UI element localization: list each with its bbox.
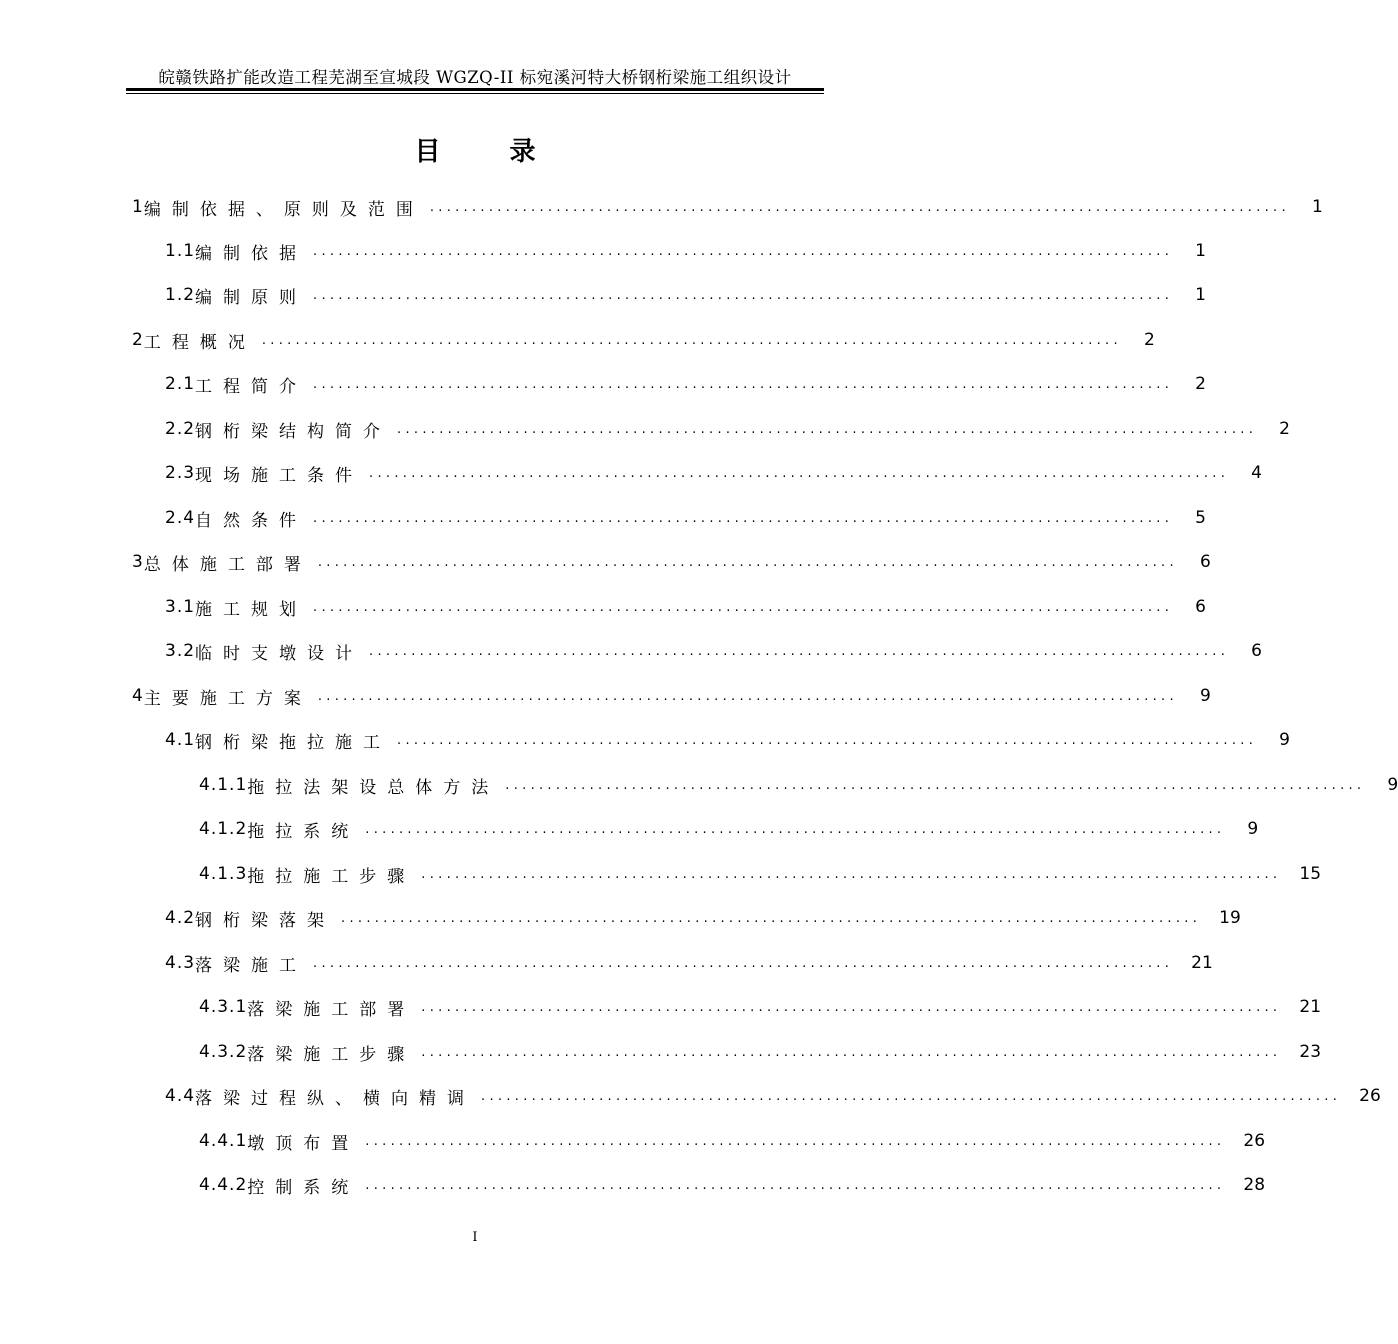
toc-entry-label: 钢桁梁结构简介 bbox=[195, 421, 392, 442]
toc-entry-page: 2 bbox=[1195, 374, 1206, 394]
toc-entry-page: 5 bbox=[1195, 508, 1206, 528]
toc-entry-number: 4.3.2 bbox=[199, 1042, 248, 1062]
toc-entry-label: 拖拉系统 bbox=[247, 821, 360, 842]
toc-entry-number: 4 bbox=[132, 686, 144, 706]
toc-entry-page: 21 bbox=[1299, 997, 1322, 1017]
toc-entry[interactable] bbox=[199, 771, 1398, 799]
toc-entry[interactable] bbox=[199, 1171, 1266, 1199]
toc-entry[interactable] bbox=[132, 682, 1211, 710]
toc-entry-label: 拖拉法架设总体方法 bbox=[247, 777, 500, 798]
toc-entry-number: 2.4 bbox=[165, 508, 196, 528]
toc-leader-dots: ...................................................................................................... bbox=[313, 376, 1174, 392]
toc-entry-number: 3.1 bbox=[165, 597, 196, 617]
toc-leader-dots: ...................................................................................................... bbox=[429, 199, 1290, 215]
toc-entry-page: 23 bbox=[1299, 1042, 1322, 1062]
toc-leader-dots: ...................................................................................................... bbox=[313, 243, 1174, 259]
toc-entry-page: 2 bbox=[1143, 330, 1155, 350]
toc-entry-page: 28 bbox=[1243, 1175, 1266, 1195]
toc-entry-label: 工程简介 bbox=[195, 376, 308, 397]
toc-entry[interactable] bbox=[165, 637, 1262, 665]
toc-entry-page: 19 bbox=[1219, 908, 1241, 928]
toc-entry[interactable] bbox=[165, 459, 1262, 487]
toc-entry-label: 控制系统 bbox=[247, 1177, 360, 1198]
toc-entry[interactable] bbox=[165, 504, 1206, 532]
toc-entry-number: 3 bbox=[132, 552, 144, 572]
toc-entry-page: 6 bbox=[1199, 552, 1211, 572]
toc-entry-label: 现场施工条件 bbox=[195, 465, 364, 486]
toc-leader-dots: ...................................................................................................... bbox=[421, 999, 1282, 1015]
toc-entry-number: 2.2 bbox=[165, 419, 196, 439]
toc-entry-page: 26 bbox=[1243, 1131, 1266, 1151]
toc-entry-label: 拖拉施工步骤 bbox=[247, 866, 416, 887]
toc-leader-dots: ...................................................................................................... bbox=[365, 1177, 1226, 1193]
toc-entry[interactable] bbox=[165, 593, 1206, 621]
toc-entry[interactable] bbox=[165, 904, 1241, 932]
toc-entry-number: 4.1 bbox=[165, 730, 196, 750]
toc-entry-number: 4.4.2 bbox=[199, 1175, 248, 1195]
toc-entry-label: 钢桁梁拖拉施工 bbox=[195, 732, 392, 753]
toc-entry[interactable] bbox=[165, 415, 1290, 443]
toc-entry-number: 4.4 bbox=[165, 1086, 196, 1106]
running-header: 皖赣铁路扩能改造工程芜湖至宣城段 WGZQ-II 标宛溪河特大桥钢桁梁施工组织设计 bbox=[158, 68, 792, 87]
toc-entry[interactable] bbox=[165, 949, 1213, 977]
toc-entry-number: 4.3.1 bbox=[199, 997, 248, 1017]
toc-leader-dots: ...................................................................................................... bbox=[341, 910, 1202, 926]
toc-leader-dots: ...................................................................................................... bbox=[421, 1044, 1282, 1060]
toc-entry-page: 15 bbox=[1299, 864, 1322, 884]
toc-entry-number: 2 bbox=[132, 330, 144, 350]
toc-leader-dots: ...................................................................................................... bbox=[481, 1088, 1342, 1104]
toc-leader-dots: ...................................................................................................... bbox=[369, 465, 1230, 481]
toc-entry[interactable] bbox=[165, 237, 1206, 265]
toc-entry-number: 2.1 bbox=[165, 374, 196, 394]
toc-entry[interactable] bbox=[132, 326, 1155, 354]
toc-leader-dots: ...................................................................................................... bbox=[313, 287, 1174, 303]
toc-leader-dots: ...................................................................................................... bbox=[397, 421, 1258, 437]
toc-entry-page: 2 bbox=[1279, 419, 1290, 439]
toc-entry-page: 6 bbox=[1195, 597, 1206, 617]
toc-entry-number: 4.3 bbox=[165, 953, 196, 973]
toc-entry-number: 3.2 bbox=[165, 641, 196, 661]
toc-entry-page: 4 bbox=[1251, 463, 1262, 483]
toc-entry-label: 编制原则 bbox=[195, 287, 308, 308]
toc-entry-label: 落梁施工部署 bbox=[247, 999, 416, 1020]
toc-entry-label: 墩顶布置 bbox=[247, 1133, 360, 1154]
toc-leader-dots: ...................................................................................................... bbox=[317, 554, 1178, 570]
toc-entry[interactable] bbox=[165, 370, 1206, 398]
toc-entry-label: 编制依据、原则及范围 bbox=[143, 199, 424, 220]
toc-entry-label: 自然条件 bbox=[195, 510, 308, 531]
toc-entry[interactable] bbox=[132, 548, 1211, 576]
toc-entry[interactable] bbox=[199, 860, 1322, 888]
toc-entry[interactable] bbox=[165, 726, 1290, 754]
page-number: I bbox=[472, 1230, 478, 1245]
toc-leader-dots: ...................................................................................................... bbox=[365, 821, 1226, 837]
toc-entry[interactable] bbox=[199, 1038, 1322, 1066]
toc-entry-page: 26 bbox=[1359, 1086, 1381, 1106]
toc-entry-label: 主要施工方案 bbox=[143, 688, 312, 709]
toc-leader-dots: ...................................................................................................... bbox=[313, 510, 1174, 526]
toc-entry-page: 1 bbox=[1311, 197, 1323, 217]
toc-entry[interactable] bbox=[132, 193, 1323, 221]
toc-entry-label: 施工规划 bbox=[195, 599, 308, 620]
toc-leader-dots: ...................................................................................................... bbox=[421, 866, 1282, 882]
toc-entry[interactable] bbox=[199, 1127, 1266, 1155]
toc-leader-dots: ...................................................................................................... bbox=[261, 332, 1122, 348]
toc-entry-number: 1 bbox=[132, 197, 144, 217]
toc-leader-dots: ...................................................................................................... bbox=[365, 1133, 1226, 1149]
toc-entry-page: 1 bbox=[1195, 241, 1206, 261]
toc-entry-number: 1.2 bbox=[165, 285, 196, 305]
toc-entry-label: 编制依据 bbox=[195, 243, 308, 264]
toc-leader-dots: ...................................................................................................... bbox=[313, 599, 1174, 615]
toc-entry-label: 临时支墩设计 bbox=[195, 643, 364, 664]
toc-entry[interactable] bbox=[199, 993, 1322, 1021]
toc-entry-label: 落梁过程纵、横向精调 bbox=[195, 1088, 476, 1109]
toc-leader-dots: ...................................................................................................... bbox=[505, 777, 1366, 793]
toc-leader-dots: ...................................................................................................... bbox=[313, 955, 1174, 971]
toc-entry-page: 21 bbox=[1191, 953, 1213, 973]
toc-entry-page: 1 bbox=[1195, 285, 1206, 305]
toc-entry-page: 9 bbox=[1387, 775, 1398, 795]
toc-leader-dots: ...................................................................................................... bbox=[317, 688, 1178, 704]
toc-entry[interactable] bbox=[165, 1082, 1381, 1110]
toc-title: 目 录 bbox=[414, 137, 566, 167]
toc-entry-label: 钢桁梁落架 bbox=[195, 910, 336, 931]
toc-entry-number: 4.1.2 bbox=[199, 819, 248, 839]
toc-entry[interactable] bbox=[199, 815, 1259, 843]
toc-entry-number: 2.3 bbox=[165, 463, 196, 483]
toc-entry-label: 落梁施工 bbox=[195, 955, 308, 976]
toc-leader-dots: ...................................................................................................... bbox=[369, 643, 1230, 659]
toc-entry-number: 4.4.1 bbox=[199, 1131, 248, 1151]
toc-entry-page: 9 bbox=[1247, 819, 1259, 839]
toc-entry-label: 工程概况 bbox=[143, 332, 256, 353]
toc-entry-page: 6 bbox=[1251, 641, 1262, 661]
toc-entry[interactable] bbox=[165, 281, 1206, 309]
toc-entry-label: 总体施工部署 bbox=[143, 554, 312, 575]
toc-leader-dots: ...................................................................................................... bbox=[397, 732, 1258, 748]
toc-entry-number: 1.1 bbox=[165, 241, 196, 261]
toc-entry-page: 9 bbox=[1199, 686, 1211, 706]
toc-entry-label: 落梁施工步骤 bbox=[247, 1044, 416, 1065]
toc-entry-number: 4.2 bbox=[165, 908, 196, 928]
toc-entry-page: 9 bbox=[1279, 730, 1290, 750]
toc-entry-number: 4.1.3 bbox=[199, 864, 248, 884]
toc-entry-number: 4.1.1 bbox=[199, 775, 248, 795]
